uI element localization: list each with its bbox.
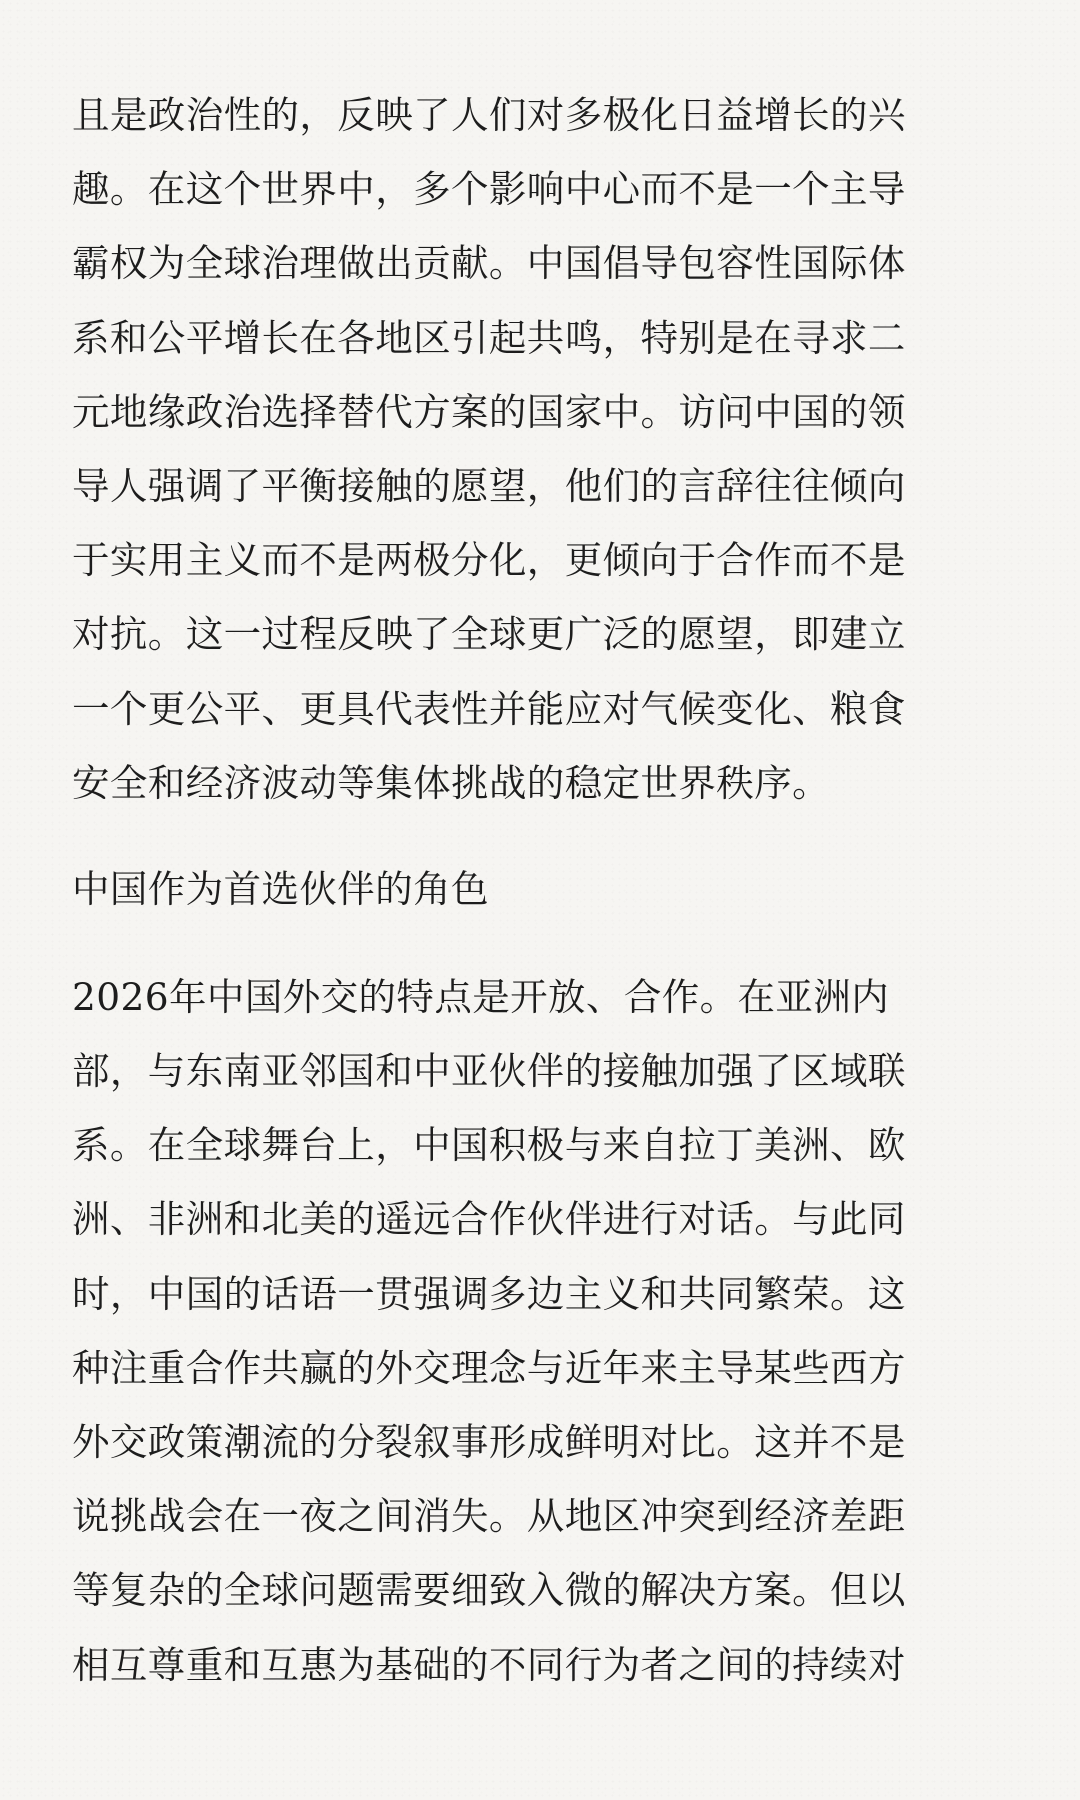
text-line: 系。在全球舞台上，中国积极与来自拉丁美洲、欧 — [72, 1123, 906, 1168]
text-line: 元地缘政治选择替代方案的国家中。访问中国的领 — [72, 389, 906, 434]
text-line: 对抗。这一过程反映了全球更广泛的愿望，即建立 — [72, 612, 906, 657]
text-line: 霸权为全球治理做出贡献。中国倡导包容性国际体 — [72, 241, 906, 286]
paragraph-1 — [72, 78, 1008, 820]
text-line: 于实用主义而不是两极分化，更倾向于合作而不是 — [72, 538, 906, 583]
text-line: 洲、非洲和北美的遥远合作伙伴进行对话。与此同 — [72, 1197, 906, 1242]
text-line: 部，与东南亚邻国和中亚伙伴的接触加强了区域联 — [72, 1049, 906, 1094]
text-line: 导人强调了平衡接触的愿望，他们的言辞往往倾向 — [72, 463, 906, 508]
text-line: 2026年中国外交的特点是开放、合作。在亚洲内 — [72, 974, 890, 1019]
text-line: 时，中国的话语一贯强调多边主义和共同繁荣。这 — [72, 1271, 906, 1316]
text-line: 安全和经济波动等集体挑战的稳定世界秩序。 — [72, 760, 830, 805]
text-line: 说挑战会在一夜之间消失。从地区冲突到经济差距 — [72, 1494, 906, 1539]
paragraph-2 — [72, 960, 1008, 1702]
text-line: 相互尊重和互惠为基础的不同行为者之间的持续对 — [72, 1642, 906, 1687]
text-line: 外交政策潮流的分裂叙事形成鲜明对比。这并不是 — [72, 1420, 906, 1464]
text-line: 系和公平增长在各地区引起共鸣，特别是在寻求二 — [72, 315, 906, 360]
text-line: 趣。在这个世界中，多个影响中心而不是一个主导 — [72, 167, 906, 212]
section-heading: 中国作为首选伙伴的角色 — [72, 866, 489, 911]
text-line: 且是政治性的，反映了人们对多极化日益增长的兴 — [72, 93, 906, 137]
text-line: 种注重合作共赢的外交理念与近年来主导某些西方 — [72, 1345, 906, 1390]
text-line: 等复杂的全球问题需要细致入微的解决方案。但以 — [72, 1568, 906, 1613]
text-line: 一个更公平、更具代表性并能应对气候变化、粮食 — [72, 686, 906, 731]
